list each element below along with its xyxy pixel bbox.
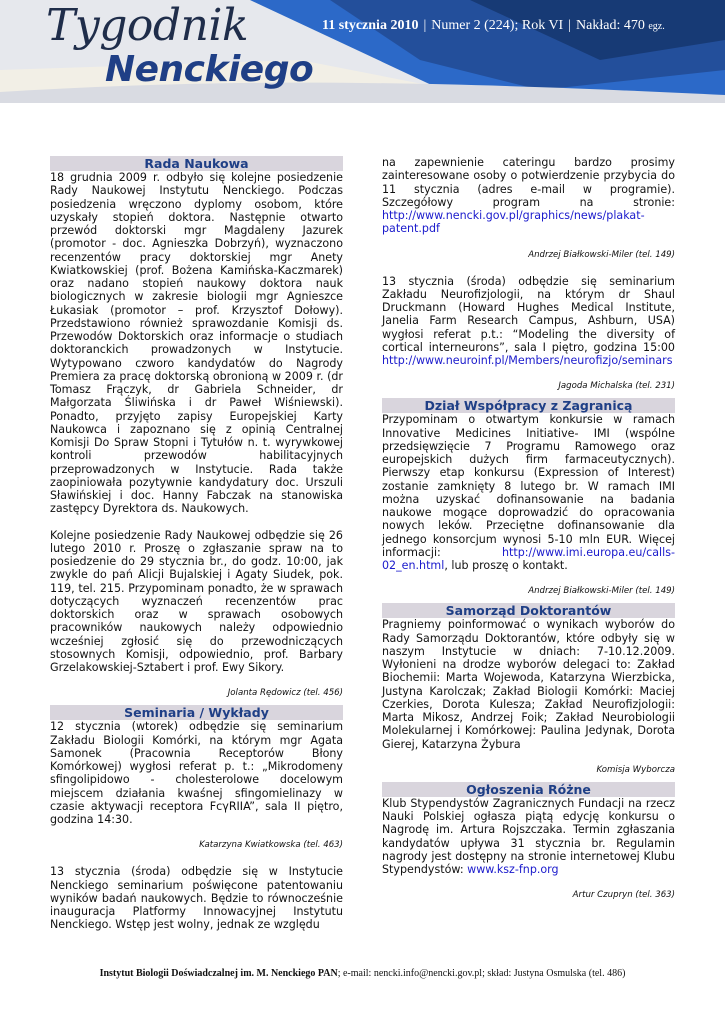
neuro-text: 13 stycznia (środa) odbędzie się seminarium Zakładu Neurofizjologii, na którym dr Shaul Druckmann (Howard Hughes Medical Institute, Janelia Farm Research Campus, Ashburn, USA) wygłosi referat p.t.: “Modeling the diversity of cortical interneurons”, sala I piętro, godzina 15:00 — [382, 274, 675, 354]
seminar-signature: Katarzyna Kwiatkowska (tel. 463) — [199, 840, 343, 851]
rada-signature: Jolanta Rędowicz (tel. 456) — [227, 688, 343, 699]
ksz-fnp-link[interactable]: www.ksz-fnp.org — [467, 863, 559, 876]
patent-pdf-link[interactable]: http://www.nencki.gov.pl/graphics/news/plakat-patent.pdf — [382, 209, 645, 236]
masthead-title-line1: Tygodnik — [46, 0, 249, 51]
wspolpraca-tail: , lub proszę o kontakt. — [444, 559, 568, 572]
page-footer — [0, 968, 725, 979]
seminar-paragraph-1: 12 stycznia (wtorek) odbędzie się seminarium Zakładu Biologii Komórki, na którym mgr Agata Samonek (Pracownia Receptorów Błony Komórkowej) wygłosi referat p. t.: „Mikrodomeny sfingolipidowo - cholesterolowe docelowym miejscem działania kwaśnej sfingomielinazy w czasie aktywacji receptora FcγRIIA”, sala II piętro, godzina 14:30. — [50, 720, 343, 826]
issue-circulation-unit: egz. — [648, 21, 665, 32]
issue-circulation: Nakład: 470 — [576, 18, 645, 33]
section-seminaria: Seminaria / Wykłady — [50, 705, 343, 720]
wspolpraca-paragraph — [382, 413, 675, 572]
left-column — [50, 156, 343, 932]
masthead-title-line2: Nenckiego — [105, 49, 314, 90]
ogloszenia-signature: Artur Czupryn (tel. 363) — [572, 890, 675, 901]
issue-year: Rok VI — [521, 18, 564, 33]
rada-paragraph-1: 18 grudnia 2009 r. odbyło się kolejne posiedzenie Rady Naukowej Instytutu Nenckiego. Podczas posiedzenia wręczono dyplomy osobom, które uzyskały stopień doktora. Następnie otwarto przewód doktorski mgr Magdaleny Jazurek (promotor - doc. Agnieszka Dobrzyń), wyznaczono recenzentów pracy doktorskiej mgr Anety Kwiatkowskiej (prof. Bożena Kamińska-Kaczmarek) oraz nadano stopień naukowy doktora nauk biologicznych w zakresie biologii mgr Agnieszce Łukasiak (promotor – prof. Krzysztof Dołowy). Przedstawiono również sprawozdanie Komisji ds. Przewodów Doktorskich oraz informacje o studiach doktoranckich prowadzonych w Instytucie. Wytypowano czworo kandydatów do Nagrody Premiera za pracę doktorską obronioną w 2009 r. (dr Tomasz Frączyk, dr Gabriela Schneider, dr Małgorzata Śliwińska i dr Paweł Wiśniewski). Ponadto, przyjęto zapisy Europejskiej Karty Naukowca i zapoznano się z opinią Centralnej Komisji Do Spraw Stopni i Tytułów n. t. wyrywkowej kontroli przewodów habilitacyjnych przeprowadzonych w Instytucie. Rada także zaopiniowała pozytywnie kandydatury doc. Urszuli Sławińskiej i doc. Hanny Fabczak na stanowiska zastępcy Dyrektora ds. Naukowych. — [50, 171, 343, 516]
continued-text: na zapewnienie cateringu bardzo prosimy zainteresowane osoby o potwierdzenie przybycia do 11 stycznia (adres e-mail w programie). Szczegółowy program na stronie: — [382, 156, 675, 209]
neuro-signature: Jagoda Michalska (tel. 231) — [558, 381, 675, 392]
right-column — [382, 156, 675, 901]
section-samorzad: Samorząd Doktorantów — [382, 603, 675, 618]
continued-signature: Andrzej Białkowski-Miler (tel. 149) — [528, 249, 675, 260]
ogloszenia-text: Klub Stypendystów Zagranicznych Fundacji na rzecz Nauki Polskiej ogłasza piątą edycję konkursu o Nagrodę im. Artura Rojszczaka. Termin zgłaszania kandydatów upływa 31 stycznia br. Regulamin nagrody jest dostępny na stronie internetowej Klubu Stypendystów: — [382, 796, 675, 876]
issue-number: Numer 2 (224); — [431, 18, 519, 33]
footer-institute: Instytut Biologii Doświadczalnej im. M. Nenckiego PAN — [99, 968, 338, 979]
section-ogloszenia: Ogłoszenia Różne — [382, 782, 675, 797]
rada-paragraph-2: Kolejne posiedzenie Rady Naukowej odbędzie się 26 lutego 2010 r. Proszę o zgłaszanie spraw na to posiedzenie do 29 stycznia br., do godz. 10:00, jak zwykle do pań Alicji Bujalskiej i Agaty Siudek, pok. 119, tel. 215. Przypominam ponadto, że w sprawach dotyczących wyznaczeń recenzentów prac doktorskich oraz w sprawach osobowych pracowników naukowych należy odpowiednio wcześniej zgłosić się do przewodniczących stosownych Komisji, odpowiednio, prof. Barbary Grzelakowskiej-Sztabert i prof. Ewy Sikory. — [50, 528, 343, 674]
samorzad-signature: Komisja Wyborcza — [596, 764, 675, 775]
wspolpraca-text: Przypominam o otwartym konkursie w ramach Innovative Medicines Initiative- IMI (wspólne przedsięwzięcie 7 Programu Ramowego oraz europejskich dużych firm farmaceutycznych). Pierwszy etap konkursu (Expression of Interest) zostanie zamknięty 8 lutego br. W ramach IMI można uzyskać dofinansowanie na badania naukowe mogące doprowadzić do opracowania nowych leków. Przeciętne dofinansowanie dla jednego konsorcjum wynosi 5-10 mln EUR. Więcej informacji: — [382, 413, 675, 559]
imi-link[interactable]: http://www.imi.europa.eu/calls-02_en.html — [382, 545, 675, 572]
issue-info: 11 stycznia 2010 | Numer 2 (224); Rok VI | Nakład: 470 egz. — [322, 18, 665, 33]
issue-date: 11 stycznia 2010 — [322, 18, 419, 33]
continued-paragraph — [382, 156, 675, 236]
ogloszenia-paragraph — [382, 797, 675, 877]
section-wspolpraca: Dział Współpracy z Zagranicą — [382, 398, 675, 413]
samorzad-paragraph: Pragniemy poinformować o wynikach wyborów do Rady Samorządu Doktorantów, które odbyły się w naszym Instytucie w dniach: 7-10.12.2009. Wyłonieni na drodze wyborów delegaci to: Zakład Biochemii: Marta Wojewoda, Katarzyna Wierzbicka, Justyna Karolczak; Zakład Biologii Komórki: Maciej Czerkies, Dorota Kulesza; Zakład Neurofizjologii: Marta Mikosz, Andrzej Foik; Zakład Neurobiologii Molekularnej i Komórkowej: Paulina Jedynak, Dorota Gierej, Katarzyna Żybura — [382, 618, 675, 751]
wspolpraca-signature: Andrzej Białkowski-Miler (tel. 149) — [528, 586, 675, 597]
masthead — [0, 0, 725, 103]
footer-contact: ; e-mail: nencki.info@nencki.gov.pl; skład: Justyna Osmulska (tel. 486) — [337, 968, 626, 979]
neuroinf-link[interactable]: http://www.neuroinf.pl/Members/neurofizjo/seminars — [382, 354, 673, 367]
neuro-paragraph — [382, 275, 675, 368]
seminar-paragraph-2: 13 stycznia (środa) odbędzie się w Instytucie Nenckiego seminarium poświęcone patentowaniu wyników badań naukowych. Będzie to równocześnie inauguracja Platformy Innowacyjnej Instytutu Nenckiego. Wstęp jest wolny, jednak ze względu — [50, 865, 343, 932]
section-rada-naukowa: Rada Naukowa — [50, 156, 343, 171]
